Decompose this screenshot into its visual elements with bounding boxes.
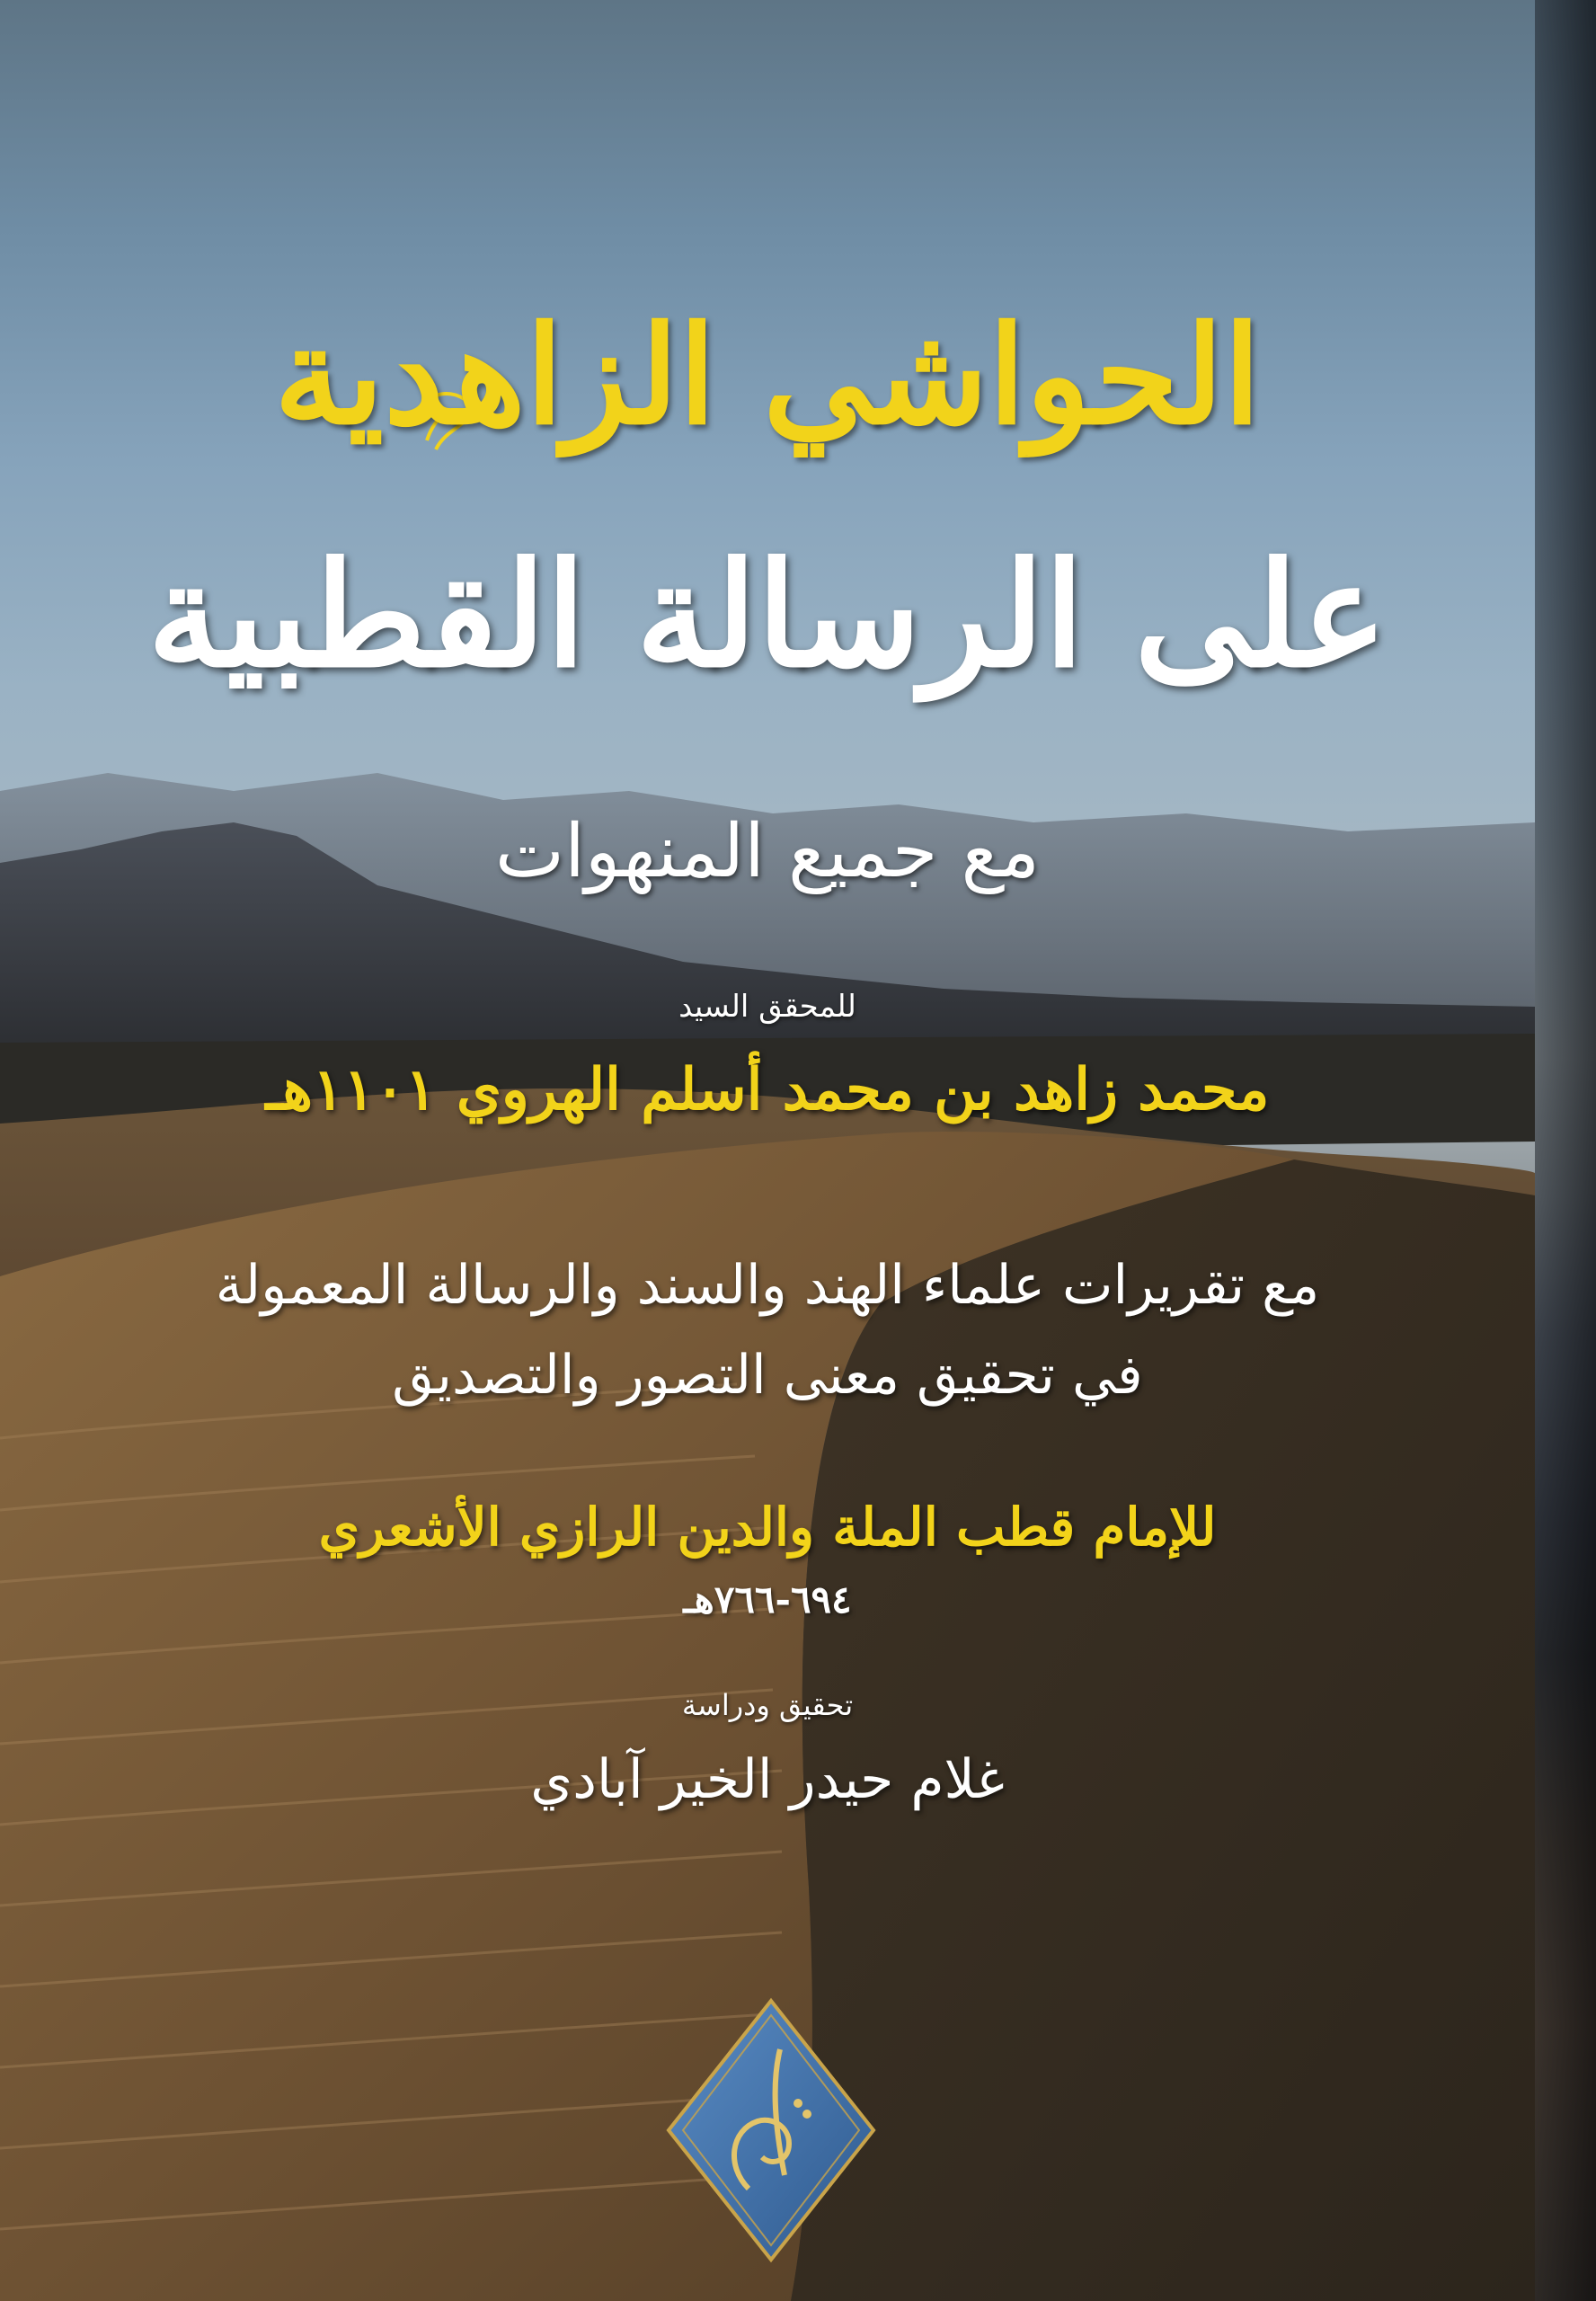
description-line-2: في تحقيق معنى التصور والتصديق — [392, 1344, 1143, 1407]
description-line-1: مع تقريرات علماء الهند والسند والرسالة المعمولة — [215, 1254, 1320, 1317]
author-name: محمد زاهد بن محمد أسلم الهروي ١١٠١هـ — [265, 1056, 1270, 1124]
publisher-diamond-logo — [663, 1995, 879, 2265]
imam-dates: ٦٩٤-٧٦٦هـ — [683, 1577, 852, 1621]
title-line-1: الحواشي الزاهدية — [273, 297, 1262, 455]
dune-right — [791, 1159, 1535, 2301]
subtitle: مع جميع المنهوات — [494, 809, 1041, 894]
imam-line: للإمام قطب الملة والدين الرازي الأشعري — [318, 1497, 1217, 1558]
editor-label: تحقيق ودراسة — [681, 1688, 854, 1722]
book-spine-edge — [1535, 0, 1596, 2301]
author-label: للمحقق السيد — [678, 989, 856, 1025]
title-line-2: على الرسالة القطبية — [147, 530, 1388, 699]
editor-name: غلام حيدر الخير آبادي — [530, 1748, 1005, 1811]
